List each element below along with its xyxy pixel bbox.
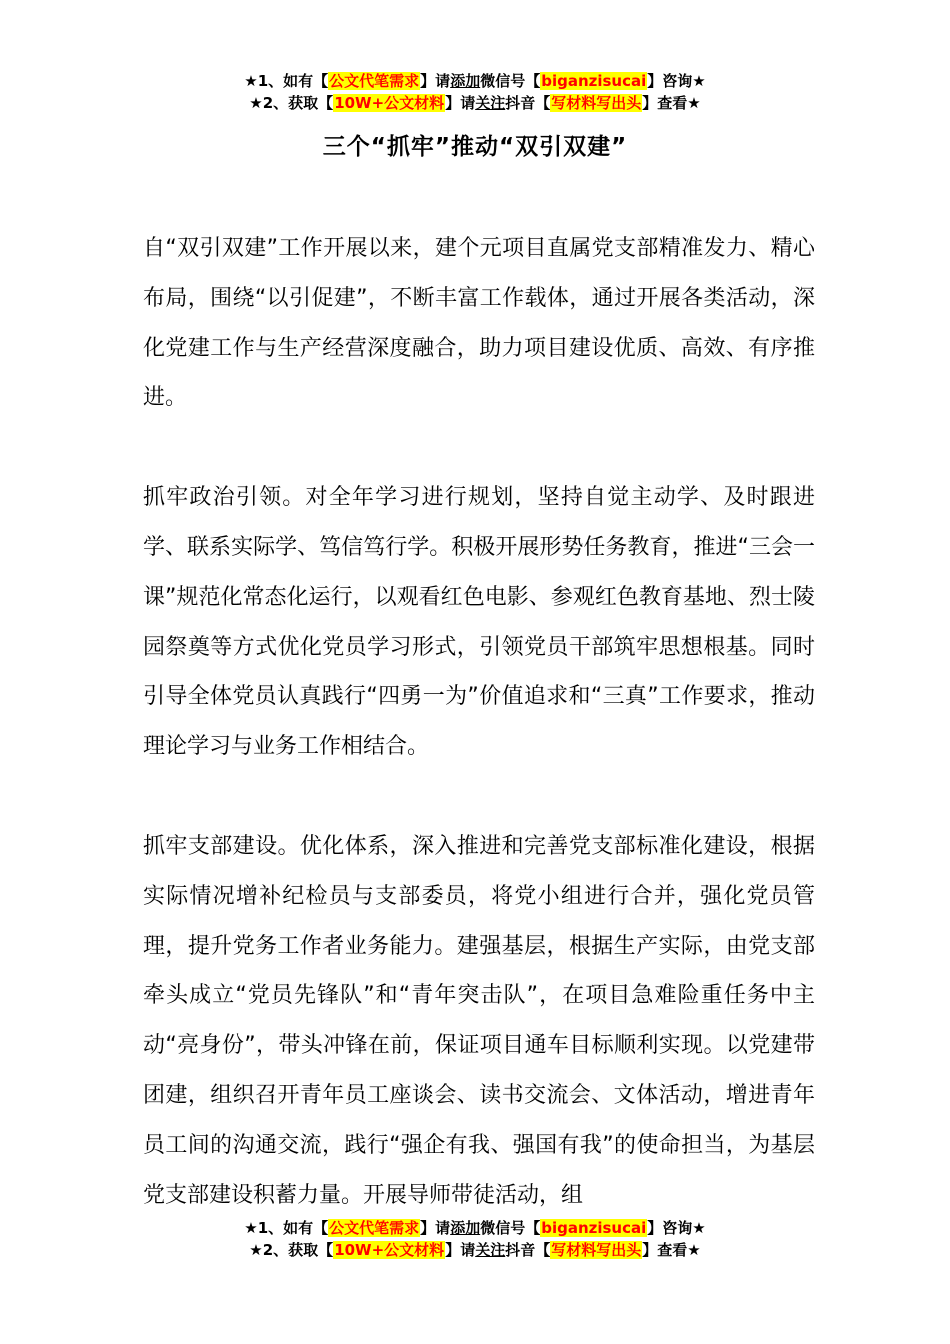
- promo-line-2: [0, 92, 950, 114]
- promo-highlight: 公文代笔需求: [329, 1219, 420, 1237]
- promo-text: 】请: [445, 1241, 476, 1259]
- promo-highlight: 写材料写出头: [551, 1241, 642, 1259]
- promo-highlight: 10W+公文材料: [334, 94, 445, 112]
- promo-text: ★1、如有【: [244, 1219, 329, 1237]
- promo-text: 微信号【: [480, 72, 541, 90]
- promo-highlight: 10W+公文材料: [334, 1241, 445, 1259]
- promo-underlined-text: 关注: [475, 94, 506, 112]
- promo-text: ★2、获取【: [249, 94, 334, 112]
- promo-text: ★1、如有【: [244, 72, 329, 90]
- promo-highlight: biganzisucai: [541, 72, 647, 90]
- paragraph-branch-construction: 抓牢支部建设。优化体系，深入推进和完善党支部标准化建设，根据实际情况增补纪检员与支部委员，将党小组进行合并，强化党员管理，提升党务工作者业务能力。建强基层，根据生产实际，由党支部牵头成立“党员先锋队”和“青年突击队”，在项目急难险重任务中主动“亮身份”，带头冲锋在前，保证项目通车目标顺利实现。以党建带团建，组织召开青年员工座谈会、读书交流会、文体活动，增进青年员工间的沟通交流，践行“强企有我、强国有我”的使命担当，为基层党支部建设积蓄力量。开展导师带徒活动，组: [143, 833, 815, 1208]
- promo-underlined-text: 添加: [450, 1219, 481, 1237]
- promo-underlined-text: 添加: [450, 72, 481, 90]
- promo-text: 】请: [420, 72, 451, 90]
- promo-text: 】请: [445, 94, 476, 112]
- promo-text: ★2、获取【: [249, 1241, 334, 1259]
- document-title: 三个“抓牢”推动“双引双建”: [322, 134, 628, 160]
- promo-highlight: biganzisucai: [541, 1219, 647, 1237]
- promo-line-2: [0, 1239, 950, 1261]
- paragraph-intro: 自“双引双建”工作开展以来，建个元项目直属党支部精准发力、精心布局，围绕“以引促建”，不断丰富工作载体，通过开展各类活动，深化党建工作与生产经营深度融合，助力项目建设优质、高效、有序推进。: [143, 236, 815, 411]
- promo-text: 】请: [420, 1219, 451, 1237]
- promo-text: 】咨询★: [647, 1219, 706, 1237]
- promo-line-1: [0, 1217, 950, 1239]
- promo-text: 微信号【: [480, 1219, 541, 1237]
- promo-header: [0, 70, 950, 114]
- promo-line-1: [0, 70, 950, 92]
- promo-text: 】查看★: [642, 94, 701, 112]
- promo-underlined-text: 关注: [475, 1241, 506, 1259]
- promo-text: 】查看★: [642, 1241, 701, 1259]
- paragraph-political-leadership: 抓牢政治引领。对全年学习进行规划，坚持自觉主动学、及时跟进学、联系实际学、笃信笃行学。积极开展形势任务教育，推进“三会一课”规范化常态化运行，以观看红色电影、参观红色教育基地、烈士陵园祭奠等方式优化党员学习形式，引领党员干部筑牢思想根基。同时引导全体党员认真践行“四勇一为”价值追求和“三真”工作要求，推动理论学习与业务工作相结合。: [143, 485, 815, 760]
- promo-highlight: 公文代笔需求: [329, 72, 420, 90]
- document-body: [143, 224, 815, 1270]
- promo-highlight: 写材料写出头: [551, 94, 642, 112]
- promo-text: 】咨询★: [647, 72, 706, 90]
- promo-footer: [0, 1217, 950, 1261]
- promo-text: 抖音【: [505, 1241, 551, 1259]
- promo-text: 抖音【: [505, 94, 551, 112]
